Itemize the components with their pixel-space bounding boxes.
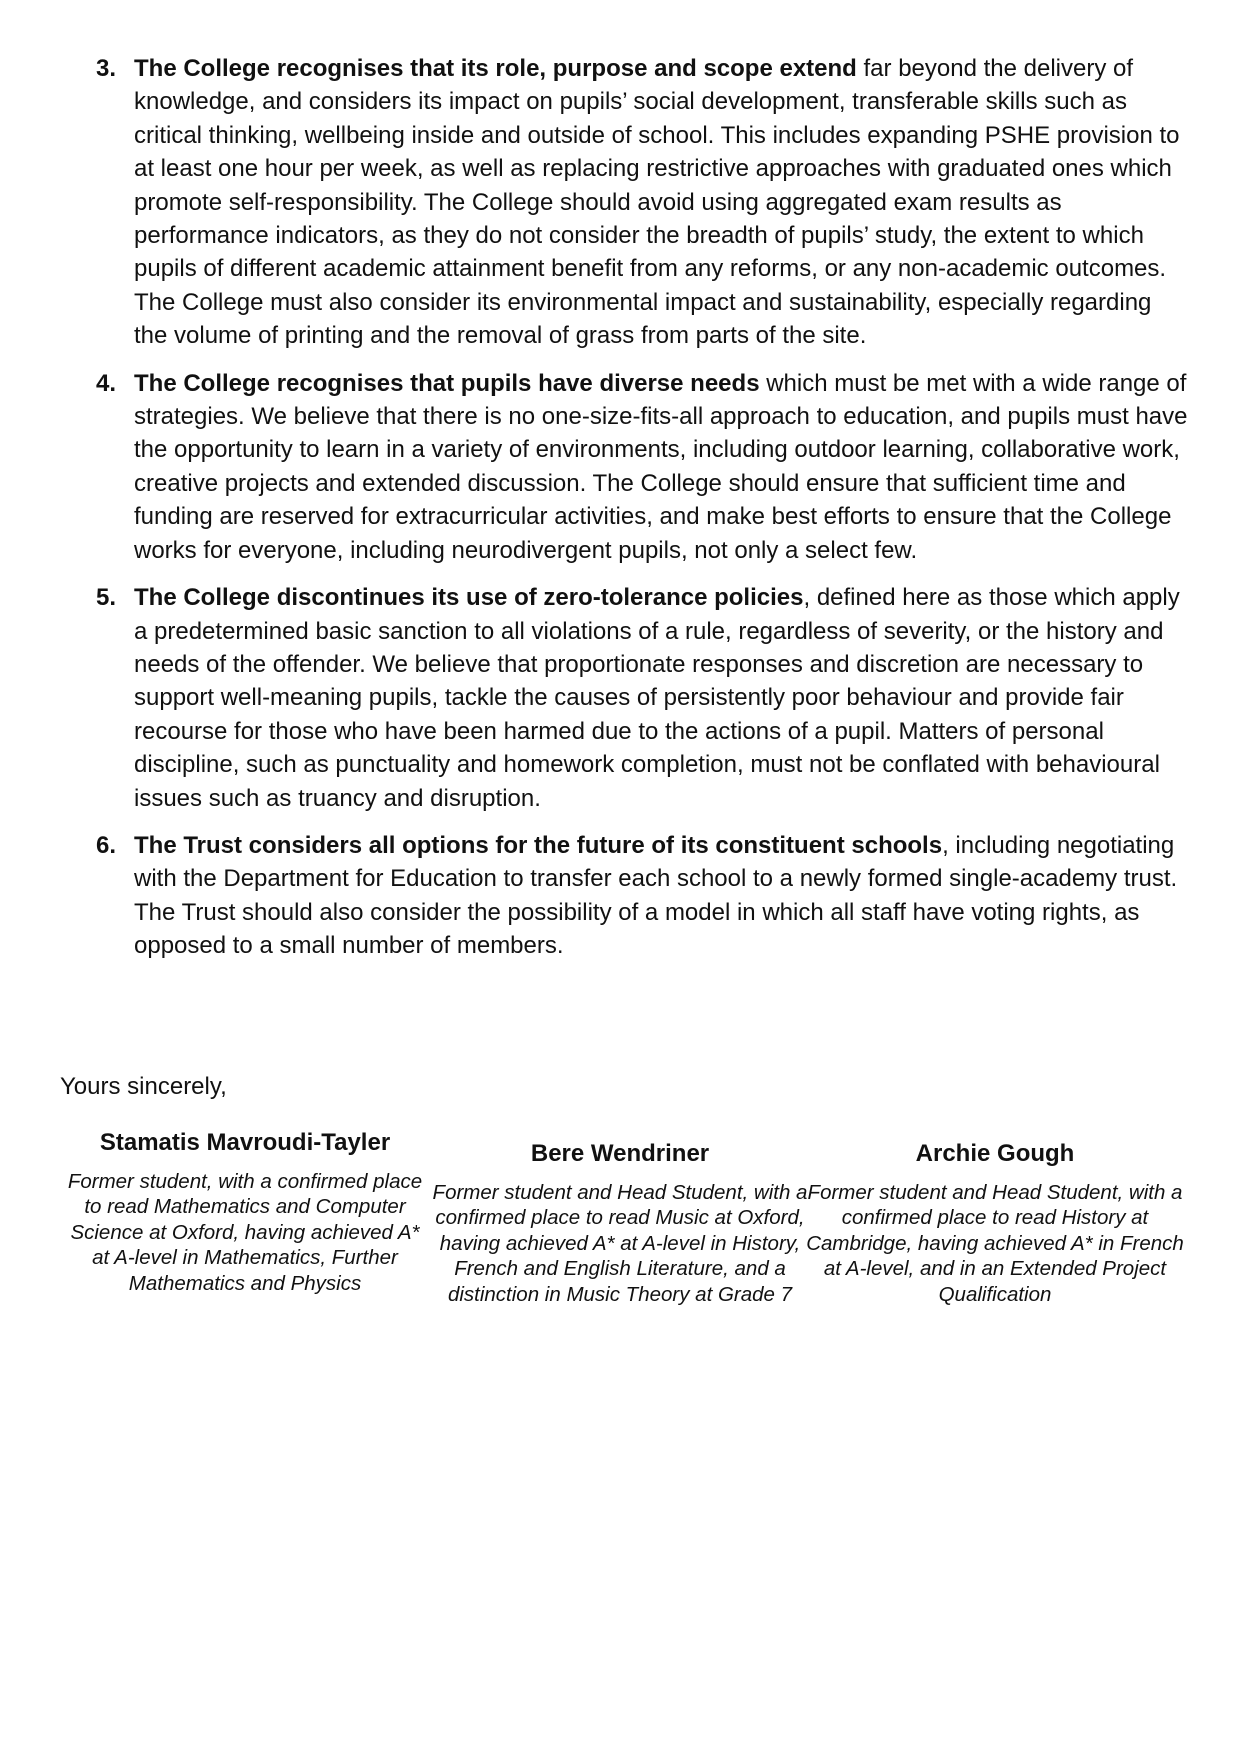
point-3 [90,52,1190,353]
signatory-bere [430,1138,810,1307]
signatory-name: Archie Gough [915,1140,1075,1167]
signatory-description: Former student and Head Student, with a confirmed place to read Music at Oxford, having achieved A* at A-level in History, French and English Literature, and a distinction in Music Theory at Grade 7 [432,1181,808,1306]
point-number: 3. [96,55,117,82]
signatory-stamatis [62,1127,428,1296]
point-lead: The College recognises that pupils have diverse needs [134,369,760,397]
point-text: , defined here as those which apply a predetermined basic sanction to all violations of a rule, regardless of severity, or the history and needs of the offender. We believe that proportionate responses and discretion are necessary to support well-meaning pupils, tackle the causes of persistently poor behaviour and provide fair recourse for those who have been harmed due to the actions of a pupil. Matters of personal discipline, such as punctuality and homework completion, must not be conflated with behavioural issues such as truancy and disruption. [134,584,1180,812]
signatory-name: Stamatis Mavroudi-Tayler [99,1129,391,1156]
numbered-points [90,52,1190,977]
point-text: which must be met with a wide range of strategies. We believe that there is no one-size-fits-all approach to education, and pupils must have the opportunity to learn in a variety of environments, including outdoor learning, collaborative work, creative projects and extended discussion. The College should ensure that sufficient time and funding are reserved for extracurricular activities, and make best efforts to ensure that the College works for everyone, including neurodivergent pupils, not only a select few. [134,369,1188,564]
point-lead: The College recognises that its role, purpose and scope extend [134,55,857,82]
closing-salutation: Yours sincerely, [60,1073,227,1100]
point-number: 4. [96,369,117,397]
point-4 [90,367,1190,567]
point-lead: The College discontinues its use of zero-tolerance policies [134,584,804,612]
point-text: far beyond the delivery of knowledge, and considers its impact on pupils’ social development, transferable skills such as critical thinking, wellbeing inside and outside of school. This includes expanding PSHE provision to at least one hour per week, as well as replacing restrictive approaches with graduated ones which promote self-responsibility. The College should avoid using aggregated exam results as performance indicators, as they do not consider the breadth of pupils’ study, the extent to which pupils of different academic attainment benefit from any reforms, or any non-academic outcomes. The College must also consider its environmental impact and sustainability, especially regarding the volume of printing and the removal of grass from parts of the site. [134,55,1180,350]
point-text: , including negotiating with the Department for Education to transfer each school to a newly formed single-academy trust. The Trust should also consider the possibility of a model in which all staff have voting rights, as opposed to a small number of members. [134,831,1178,960]
point-6 [90,829,1190,963]
signatory-archie [805,1138,1185,1307]
point-5 [90,581,1190,815]
signatory-name: Bere Wendriner [530,1140,710,1167]
signatory-description: Former student, with a confirmed place to read Mathematics and Computer Science at Oxford, having achieved A* at A-level in Mathematics, Further Mathematics and Physics [67,1170,423,1295]
point-lead: The Trust considers all options for the future of its constituent schools [134,831,943,859]
point-number: 6. [96,831,117,859]
point-number: 5. [96,584,117,612]
signatory-description: Former student and Head Student, with a confirmed place to read History at Cambridge, having achieved A* in French at A-level, and in an Extended Project Qualification [806,1181,1184,1306]
